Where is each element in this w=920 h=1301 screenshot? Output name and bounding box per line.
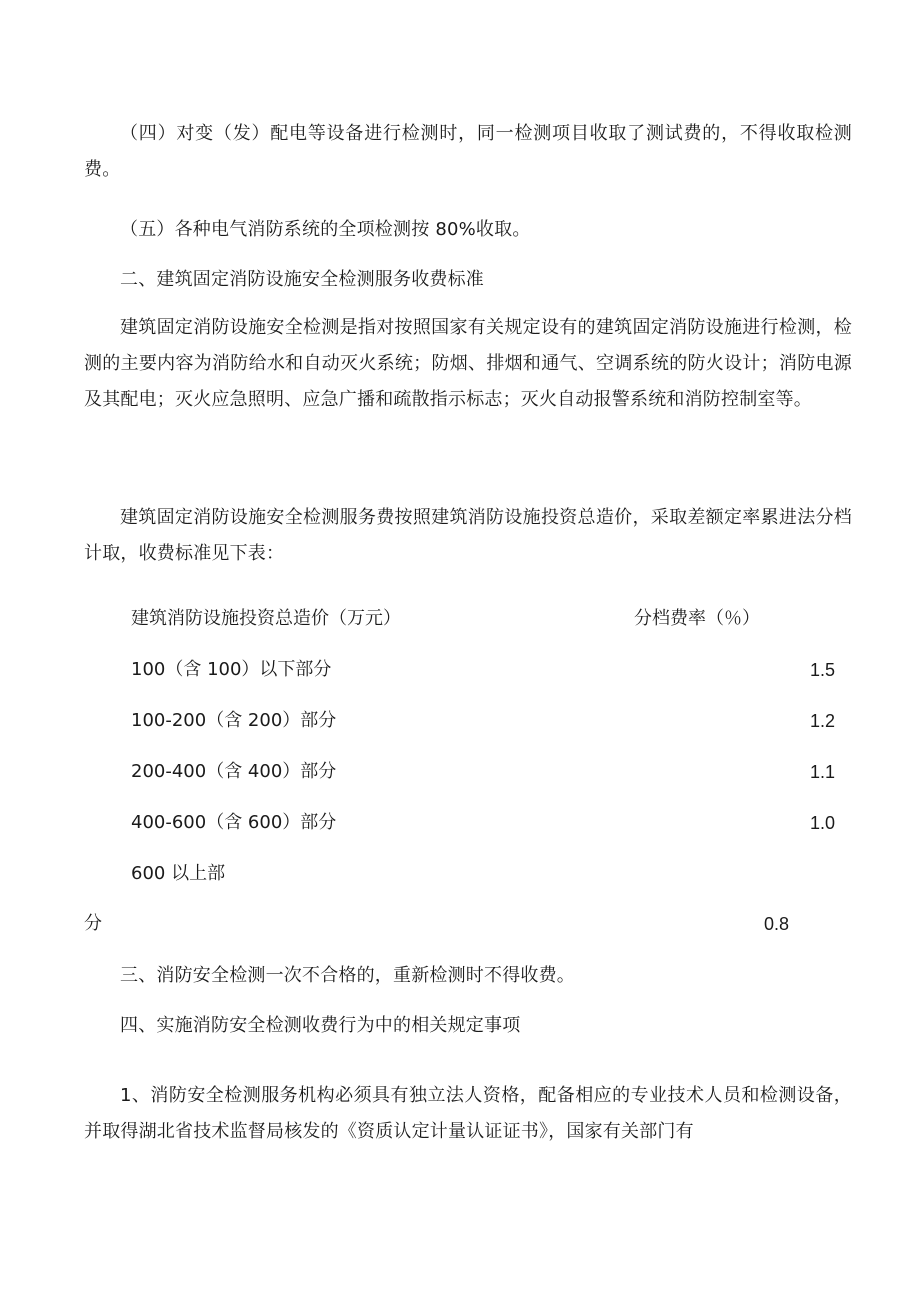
fee-table-row-rate: 1.0	[810, 813, 836, 833]
section-heading-four: 四、实施消防安全检测收费行为中的相关规定事项	[120, 1015, 521, 1036]
fee-table-header-rate: 分档费率（％）	[634, 608, 760, 629]
paragraph-fee-method: 建筑固定消防设施安全检测服务费按照建筑消防设施投资总造价，采取差额定率累进法分档计取，收费标准见下表：	[84, 507, 852, 564]
fee-table-row-range: 100（含 100）以下部分	[131, 659, 332, 680]
fee-table-row-rate: 1.5	[810, 660, 836, 680]
paragraph-item-four: （四）对变（发）配电等设备进行检测时，同一检测项目收取了测试费的，不得收取检测费。	[84, 123, 852, 180]
fee-table-row-range: 200-400（含 400）部分	[131, 761, 337, 782]
fee-table-row-rate: 1.2	[810, 711, 836, 731]
fee-table-last-row-range: 600 以上部	[131, 863, 226, 884]
paragraph-rule-one: 1、消防安全检测服务机构必须具有独立法人资格，配备相应的专业技术人员和检测设备，并取得湖北省技术监督局核发的《资质认定计量认证证书》，国家有关部门有	[84, 1085, 852, 1142]
fee-table-row-range: 100-200（含 200）部分	[131, 710, 337, 731]
fee-table-row-range: 400-600（含 600）部分	[131, 812, 337, 833]
fee-table-last-row-rate: 0.8	[764, 914, 790, 934]
paragraph-definition: 建筑固定消防设施安全检测是指对按照国家有关规定设有的建筑固定消防设施进行检测，检测的主要内容为消防给水和自动灭火系统；防烟、排烟和通气、空调系统的防火设计；消防电源及其配电；灭火应急照明、应急广播和疏散指示标志；灭火自动报警系统和消防控制室等。	[84, 317, 852, 410]
fee-table-header-investment: 建筑消防设施投资总造价（万元）	[131, 608, 401, 629]
paragraph-item-five: （五）各种电气消防系统的全项检测按 80%收取。	[120, 219, 531, 240]
fee-table-row-rate: 1.1	[810, 762, 836, 782]
section-heading-three: 三、消防安全检测一次不合格的，重新检测时不得收费。	[120, 965, 575, 986]
fee-table-last-row-range-cont: 分	[84, 913, 102, 934]
section-heading-two: 二、建筑固定消防设施安全检测服务收费标准	[120, 269, 484, 290]
